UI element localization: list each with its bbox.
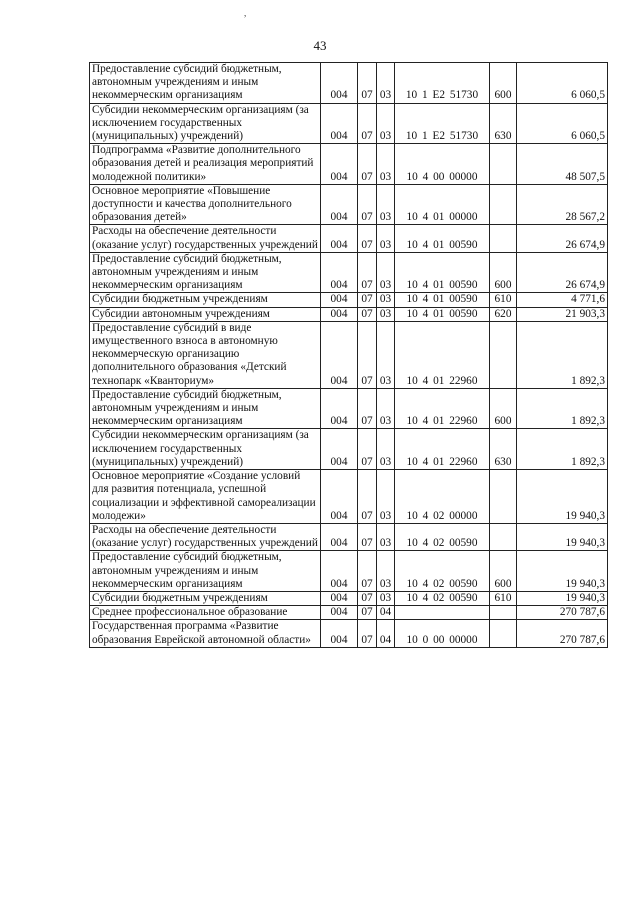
row-name: Государственная программа «Развитие образования Еврейской автономной области» [90,620,321,647]
table-row [90,429,608,470]
row-section-code: 07 [358,184,377,225]
row-subsection-code: 04 [377,620,395,647]
table-row [90,591,608,605]
row-ved-code: 004 [321,63,358,104]
row-name: Предоставление субсидий бюджетным, автономным учреждениям и иным некоммерческим организациям [90,63,321,104]
table-row [90,293,608,307]
row-name: Среднее профессиональное образование [90,606,321,620]
row-target-article: 10 4 02 00590 [395,551,490,592]
row-name: Расходы на обеспечение деятельности (оказание услуг) государственных учреждений [90,225,321,252]
table-body [90,63,608,648]
row-subsection-code: 03 [377,307,395,321]
row-ved-code: 004 [321,252,358,293]
row-expense-type [490,606,517,620]
row-expense-type: 610 [490,591,517,605]
row-subsection-code: 03 [377,321,395,388]
row-section-code: 07 [358,63,377,104]
row-section-code: 07 [358,225,377,252]
row-name: Субсидии бюджетным учреждениям [90,591,321,605]
row-name: Подпрограмма «Развитие дополнительного образования детей и реализация мероприятий молодежной политики» [90,144,321,185]
row-expense-type: 630 [490,429,517,470]
row-section-code: 07 [358,551,377,592]
row-target-article: 10 4 01 22960 [395,321,490,388]
table-row [90,470,608,524]
row-section-code: 07 [358,606,377,620]
row-expense-type: 610 [490,293,517,307]
row-target-article: 10 4 01 22960 [395,429,490,470]
row-name: Предоставление субсидий бюджетным, автономным учреждениям и иным некоммерческим организациям [90,388,321,429]
row-target-article: 10 4 02 00590 [395,591,490,605]
row-subsection-code: 03 [377,429,395,470]
table-row [90,523,608,550]
row-expense-type: 630 [490,103,517,144]
row-subsection-code: 03 [377,470,395,524]
row-target-article [395,606,490,620]
row-target-article: 10 4 02 00000 [395,470,490,524]
row-name: Предоставление субсидий в виде имущественного взноса в автономную некоммерческую организацию дополнительного образования «Детский технопарк «Кванториум» [90,321,321,388]
row-subsection-code: 03 [377,225,395,252]
row-name: Расходы на обеспечение деятельности (оказание услуг) государственных учреждений [90,523,321,550]
row-target-article: 10 4 01 00590 [395,293,490,307]
budget-table [89,62,608,648]
row-amount: 21 903,3 [517,307,608,321]
row-target-article: 10 4 01 00590 [395,225,490,252]
row-ved-code: 004 [321,388,358,429]
table-row [90,63,608,104]
row-ved-code: 004 [321,523,358,550]
row-amount: 6 060,5 [517,63,608,104]
table-row [90,321,608,388]
row-ved-code: 004 [321,470,358,524]
table-row [90,551,608,592]
row-ved-code: 004 [321,591,358,605]
row-subsection-code: 03 [377,63,395,104]
row-ved-code: 004 [321,307,358,321]
row-subsection-code: 03 [377,388,395,429]
row-target-article: 10 4 02 00590 [395,523,490,550]
row-name: Предоставление субсидий бюджетным, автономным учреждениям и иным некоммерческим организациям [90,551,321,592]
row-target-article: 10 1 E2 51730 [395,103,490,144]
table-row [90,606,608,620]
scan-mark: , [244,8,247,18]
row-section-code: 07 [358,388,377,429]
row-section-code: 07 [358,620,377,647]
row-ved-code: 004 [321,606,358,620]
row-amount: 1 892,3 [517,429,608,470]
row-target-article: 10 4 01 00000 [395,184,490,225]
table-row [90,388,608,429]
row-amount: 19 940,3 [517,591,608,605]
row-amount: 270 787,6 [517,606,608,620]
row-name: Субсидии некоммерческим организациям (за исключением государственных (муниципальных) учреждений) [90,103,321,144]
row-target-article: 10 0 00 00000 [395,620,490,647]
row-amount: 6 060,5 [517,103,608,144]
row-section-code: 07 [358,307,377,321]
row-name: Субсидии автономным учреждениям [90,307,321,321]
row-expense-type [490,523,517,550]
row-ved-code: 004 [321,225,358,252]
table-row [90,184,608,225]
table-row [90,225,608,252]
row-subsection-code: 03 [377,591,395,605]
row-amount: 270 787,6 [517,620,608,647]
row-target-article: 10 4 00 00000 [395,144,490,185]
row-expense-type [490,470,517,524]
row-ved-code: 004 [321,184,358,225]
row-subsection-code: 03 [377,252,395,293]
row-target-article: 10 4 01 22960 [395,388,490,429]
row-subsection-code: 03 [377,293,395,307]
row-section-code: 07 [358,429,377,470]
row-name: Субсидии бюджетным учреждениям [90,293,321,307]
row-expense-type [490,225,517,252]
row-ved-code: 004 [321,620,358,647]
row-expense-type [490,321,517,388]
row-name: Основное мероприятие «Создание условий для развития потенциала, успешной социализации и эффективной самореализации молодежи» [90,470,321,524]
row-section-code: 07 [358,523,377,550]
row-section-code: 07 [358,293,377,307]
row-expense-type: 600 [490,63,517,104]
row-subsection-code: 03 [377,144,395,185]
row-subsection-code: 03 [377,551,395,592]
row-section-code: 07 [358,321,377,388]
row-amount: 26 674,9 [517,225,608,252]
table-row [90,103,608,144]
row-amount: 48 507,5 [517,144,608,185]
row-ved-code: 004 [321,293,358,307]
row-expense-type: 600 [490,551,517,592]
row-expense-type [490,184,517,225]
row-amount: 1 892,3 [517,388,608,429]
row-amount: 28 567,2 [517,184,608,225]
row-ved-code: 004 [321,429,358,470]
page-number: 43 [313,38,327,53]
row-amount: 19 940,3 [517,470,608,524]
row-subsection-code: 04 [377,606,395,620]
row-name: Основное мероприятие «Повышение доступности и качества дополнительного образования детей» [90,184,321,225]
row-expense-type: 620 [490,307,517,321]
row-subsection-code: 03 [377,103,395,144]
row-section-code: 07 [358,591,377,605]
row-ved-code: 004 [321,551,358,592]
row-section-code: 07 [358,252,377,293]
row-section-code: 07 [358,103,377,144]
row-subsection-code: 03 [377,523,395,550]
row-expense-type [490,620,517,647]
row-name: Субсидии некоммерческим организациям (за исключением государственных (муниципальных) учреждений) [90,429,321,470]
row-ved-code: 004 [321,321,358,388]
row-ved-code: 004 [321,144,358,185]
row-ved-code: 004 [321,103,358,144]
row-section-code: 07 [358,470,377,524]
row-target-article: 10 1 E2 51730 [395,63,490,104]
row-expense-type: 600 [490,388,517,429]
row-section-code: 07 [358,144,377,185]
row-expense-type: 600 [490,252,517,293]
table-row [90,252,608,293]
row-target-article: 10 4 01 00590 [395,307,490,321]
row-amount: 19 940,3 [517,551,608,592]
row-target-article: 10 4 01 00590 [395,252,490,293]
row-subsection-code: 03 [377,184,395,225]
row-amount: 4 771,6 [517,293,608,307]
table-row [90,307,608,321]
row-expense-type [490,144,517,185]
table-row [90,620,608,647]
row-name: Предоставление субсидий бюджетным, автономным учреждениям и иным некоммерческим организациям [90,252,321,293]
row-amount: 1 892,3 [517,321,608,388]
table-row [90,144,608,185]
row-amount: 26 674,9 [517,252,608,293]
row-amount: 19 940,3 [517,523,608,550]
